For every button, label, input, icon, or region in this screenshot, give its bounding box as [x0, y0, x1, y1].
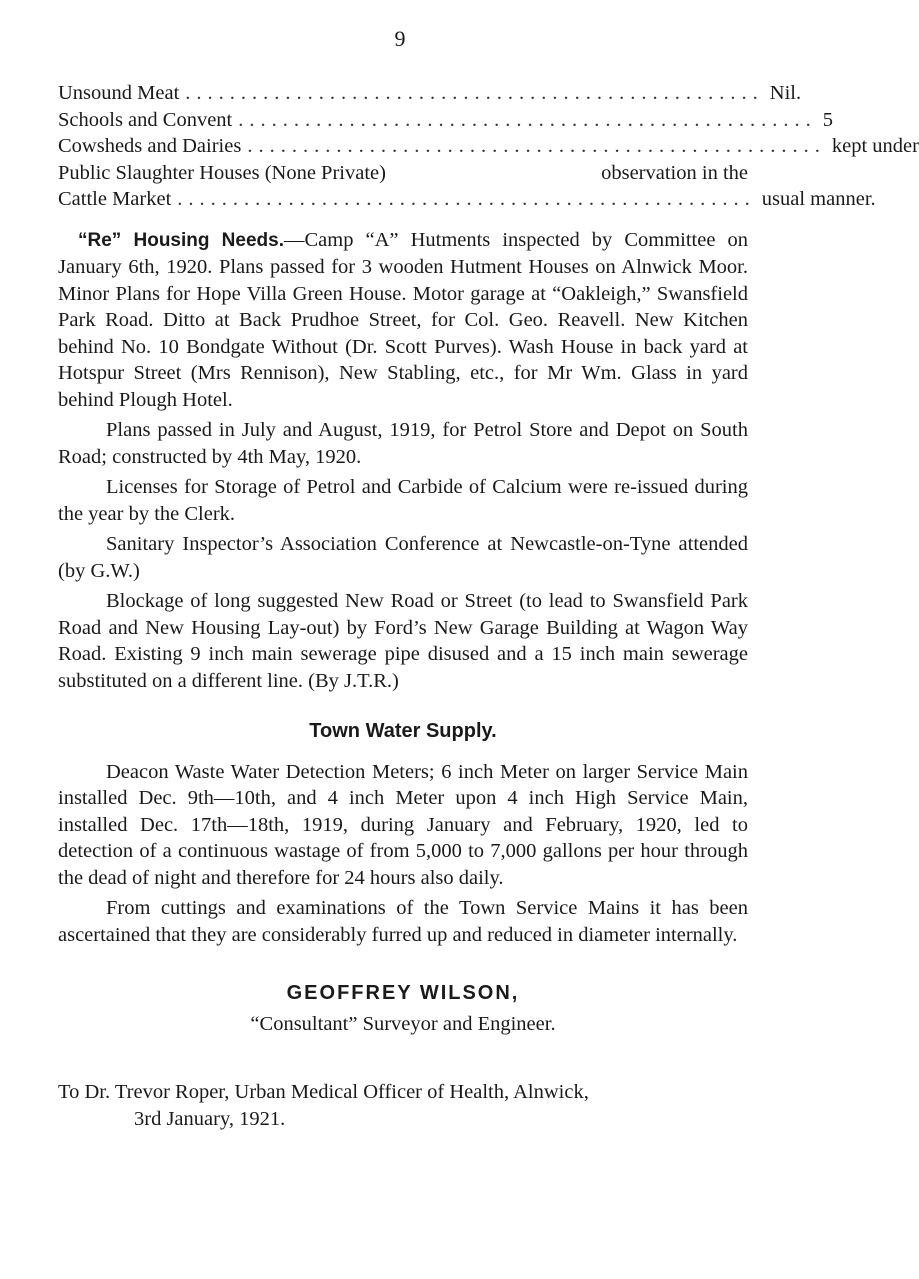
paragraph-service-mains: From cuttings and examinations of the Town Service Mains it has been ascertained that they are considerably furred up and reduced in diameter internally.: [58, 897, 748, 946]
paragraph-blockage: Blockage of long suggested New Road or Street (to lead to Swansfield Park Road and New Housing Lay-out) by Ford’s New Garage Building at Wagon Way Road. Existing 9 inch main sewerage pipe disused and a 15 inch main sewerage substituted on a different line. (By J.T.R.): [58, 590, 748, 692]
housing-text: —Camp “A” Hutments inspected by Committee on January 6th, 1920. Plans passed for 3 wooden Hutment Houses on Alnwick Moor. Minor Plans for Hope Villa Green House. Motor garage at “Oakleigh,” Swansfield Park Road. Ditto at Back Prudhoe Street, for Col. Geo. Reavell. New Kitchen behind No. 10 Bondgate Without (Dr. Scott Purves). Wash House in back yard at Hotspur Street (Mrs Rennison), New Stabling, etc., for Mr Wm. Glass in yard behind Plough Hotel.: [58, 228, 748, 411]
water-supply-title: Town Water Supply.: [309, 720, 497, 742]
summary-row-slaughter: [58, 160, 748, 187]
addressee: [58, 1079, 748, 1132]
summary-row-unsound-meat: [58, 80, 802, 107]
summary-value: usual manner.: [761, 188, 876, 210]
leader-dots: ....................................................: [247, 135, 826, 157]
signature-title: “Consultant” Surveyor and Engineer.: [250, 1012, 556, 1035]
paragraph-licenses: Licenses for Storage of Petrol and Carbide of Calcium were re-issued during the year by the Clerk.: [58, 476, 748, 525]
leader-dots: ....................................................: [177, 188, 756, 210]
addressee-date: 3rd January, 1921.: [134, 1107, 286, 1130]
slaughter-label: Public Slaughter Houses (None Private): [58, 161, 386, 184]
housing-paragraph: [58, 227, 748, 414]
paragraph-waste-meters: Deacon Waste Water Detection Meters; 6 inch Meter on larger Service Main installed Dec. 9th—10th, and 4 inch Meter upon 4 inch High Service Main, installed Dec. 17th—18th, 1919, during January and February, 1920, led to detection of a continuous wastage of from 5,000 to 7,000 gallons per hour through the dead of night and therefore for 24 hours also daily.: [58, 760, 748, 889]
summary-value: kept under: [831, 135, 919, 157]
leader-dots: ....................................................: [238, 108, 817, 131]
summary-value: Nil.: [769, 82, 802, 104]
summary-label: Unsound Meat: [58, 82, 180, 104]
summary-label: Cowsheds and Dairies: [58, 135, 242, 157]
summary-label: Cattle Market: [58, 188, 172, 210]
page-number: 9: [394, 26, 406, 51]
document-body: [58, 80, 919, 1132]
summary-label: Schools and Convent: [58, 108, 233, 131]
summary-row-cowsheds: [58, 133, 919, 160]
addressee-line: To Dr. Trevor Roper, Urban Medical Officer of Health, Alnwick,: [58, 1081, 589, 1103]
summary-value: 5: [822, 108, 833, 131]
slaughter-value: observation in the: [601, 161, 748, 184]
paragraph-petrol-store: Plans passed in July and August, 1919, for Petrol Store and Depot on South Road; constructed by 4th May, 1920.: [58, 419, 748, 468]
leader-dots: ....................................................: [185, 82, 764, 104]
paragraph-conference: Sanitary Inspector’s Association Conference at Newcastle-on-Tyne attended (by G.W.): [58, 533, 748, 582]
summary-row-schools: [58, 107, 833, 134]
housing-heading: “Re” Housing Needs.: [78, 229, 284, 251]
summary-row-cattle-market: [58, 186, 876, 213]
signature-name: GEOFFREY WILSON,: [286, 982, 520, 1004]
